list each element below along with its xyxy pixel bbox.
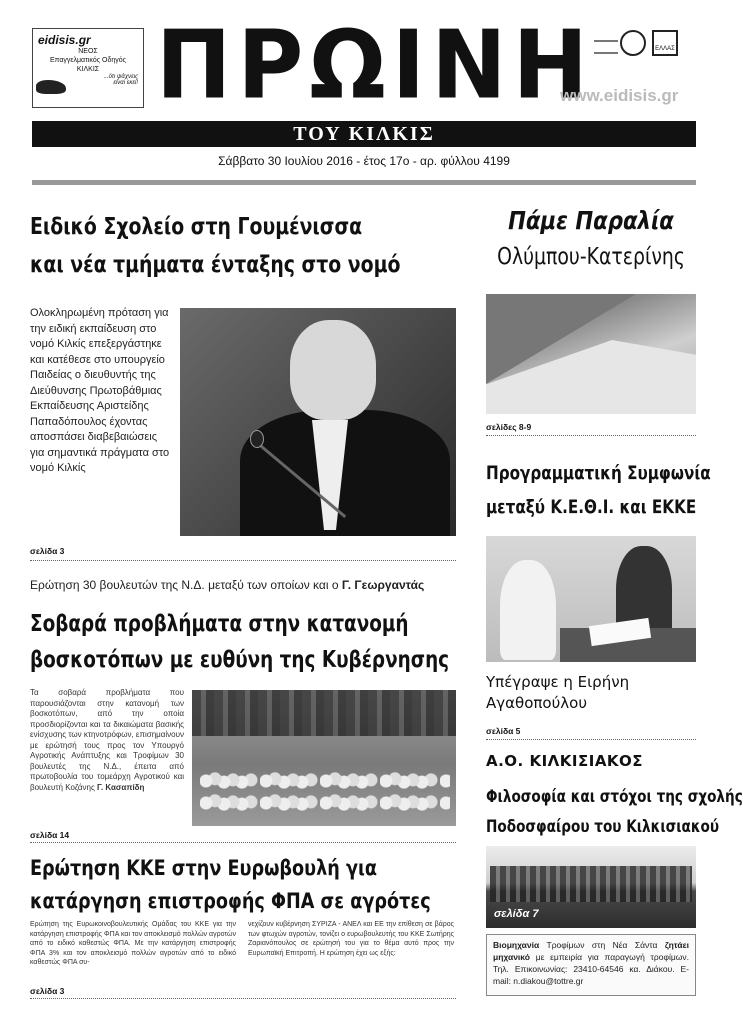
pastures-body-text: Τα σοβαρά προβλήματα που παρουσιάζονται στην κατανομή των βοσκοτόπων, από την οποία προσδιορίζονται και τα δικαιώματα βασικής ενίσχυσης των κτηνοτρόφων, επισημαίνουν με ερώτησή τους προς τον Υπουργό Αγροτικής Ανάπτυξης και Τροφίμων 30 βουλευτές της Ν.Δ., έπειτα από πρωτοβουλία του τομεάρχη Αγροτικού και βουλευτή Κοζάνης	[30, 688, 184, 792]
kicker-text: Ερώτηση 30 βουλευτών της Ν.Δ. μεταξύ των οποίων και ο	[30, 578, 339, 592]
kke-page-ref[interactable]: σελίδα 3	[30, 986, 65, 996]
agreement-page-ref[interactable]: σελίδα 5	[486, 726, 521, 736]
kilkisiakos-kicker: Α.Ο. ΚΙΛΚΙΣΙΑΚΟΣ	[486, 752, 644, 770]
ad-slogan: είναι εκεί!	[113, 80, 138, 86]
beach-subtitle: Ολύμπου-Κατερίνης	[497, 244, 685, 270]
divider	[486, 739, 696, 740]
agreement-headline[interactable]	[486, 456, 711, 524]
lead-headline-line: Ειδικό Σχολείο στη Γουμένισσα	[30, 214, 363, 240]
pastures-headline-line: Σοβαρά προβλήματα στην κατανομή	[30, 611, 409, 637]
classified-text: με εμπειρία για παραγωγή τροφίμων. Τηλ. Επικοινωνίας: 23410-64546 κα. Διάκου. E-mail: n.diakou@tottre.gr	[493, 952, 689, 986]
ad-line: ΚΙΛΚΙΣ	[76, 66, 100, 73]
newspaper-title: ΠΡΩΙΝΗ	[156, 10, 594, 121]
pastures-body	[30, 688, 184, 793]
sheep-flock	[200, 770, 450, 814]
kke-body-col2: νεχίζουν κυβέρνηση ΣΥΡΙΖΑ - ΑΝΕΛ και ΕΕ την επίθεση σε βάρος των φτωχών αγροτών, τονίζει ο ευρωβουλευτής του ΚΚΕ Σωτήρης Ζαριανόπουλος σε ερώτησή του για το θέμα αυτό προς την Ευρωπαϊκή Επιτροπή. Η ερώτηση έχει ως εξής:	[248, 921, 454, 957]
classified-text: Τροφίμων στη Νέα Σάντα	[546, 940, 658, 950]
microphone-icon	[250, 430, 264, 448]
pastures-headline-line: βοσκοτόπων με ευθύνη της Κυβέρνησης	[30, 647, 450, 673]
kke-body-col1: Ερώτηση της Ευρωκοινοβουλευτικής Ομάδας του ΚΚΕ για την κατάργηση επιστροφής ΦΠΑ και τον αποκλεισμό πολλών αγροτών από το ειδικό καθεστώς ΦΠΑ. Με την κατάργηση επιστροφής ΦΠΑ 3% και τον αποκλεισμό πολλών αγροτών από το ειδικό καθεστώς ΦΠΑ συ-	[30, 921, 236, 966]
stamp-label: ΕΛΛΑΣ	[655, 46, 675, 52]
stamp-icon	[652, 30, 678, 56]
kilkisiakos-headline[interactable]	[486, 782, 743, 842]
lead-body: Ολοκληρωμένη πρόταση για την ειδική εκπαίδευση στο νομό Κιλκίς επεξεργάστηκε και κατέθεσε στο υπουργείο Παιδείας ο διευθυντής της Διεύθυνσης Πρωτοβάθμιας Εκπαίδευσης Αριστείδης Παπαδόπουλος έχοντας αποσπάσει διαβεβαιώσεις για σημαντικά πράγματα στο νομό Κιλκίς	[30, 307, 170, 474]
lead-page-ref[interactable]: σελίδα 3	[30, 546, 65, 556]
shoe-icon	[36, 80, 66, 94]
classified-ad	[486, 934, 696, 996]
post-seal-icon	[620, 30, 646, 56]
divider	[486, 435, 696, 436]
eidisis-ad	[32, 28, 144, 108]
kilkisiakos-headline-line: Φιλοσοφία και στόχοι της σχολής	[486, 787, 743, 807]
website-url[interactable]: www.eidisis.gr	[560, 86, 679, 105]
agreement-headline-line: μεταξύ Κ.Ε.Θ.Ι. και ΕΚΚΕ	[486, 496, 697, 518]
ad-line: Επαγγελματικός Οδηγός	[49, 57, 127, 64]
speaker-head	[290, 320, 376, 420]
newspaper-subtitle: ΤΟΥ ΚΙΛΚΙΣ	[32, 121, 696, 147]
postmark-icon	[594, 40, 618, 54]
pastures-body-name: Γ. Κασαπίδη	[97, 782, 145, 792]
ad-line: ΝΕΟΣ	[78, 48, 98, 55]
lead-headline[interactable]	[30, 208, 400, 284]
pastures-page-ref[interactable]: σελίδα 14	[30, 830, 70, 840]
kilkisiakos-headline-line: Ποδοσφαίρου του Κιλκισιακού	[486, 817, 720, 837]
pastures-headline[interactable]	[30, 606, 449, 678]
classified-keyword: ζητάει μηχανικό	[493, 940, 689, 962]
masthead-divider	[32, 180, 696, 185]
lead-headline-line: και νέα τμήματα ένταξης στο νομό	[30, 252, 401, 278]
divider	[30, 842, 456, 843]
beach-page-ref[interactable]: σελίδες 8-9	[486, 422, 532, 432]
person-left	[500, 560, 556, 660]
ad-logo: eidisis.gr	[38, 33, 91, 47]
classified-keyword: Βιομηχανία	[493, 940, 540, 950]
kke-headline-line: Ερώτηση ΚΚΕ στην Ευρωβουλή για	[30, 856, 377, 880]
team-page-ref[interactable]: σελίδα 7	[494, 908, 539, 920]
divider	[30, 560, 456, 561]
kke-headline[interactable]	[30, 852, 431, 918]
team-players	[490, 866, 692, 902]
divider	[30, 998, 456, 999]
signing-caption: Υπέγραψε η Ειρήνη Αγαθοπούλου	[486, 673, 630, 712]
tree-line	[192, 690, 456, 736]
ad-slogan: ...ότι ψάχνεις	[103, 74, 138, 80]
agreement-headline-line: Προγραμματική Συμφωνία	[486, 462, 711, 484]
kicker-name: Γ. Γεωργαντάς	[341, 578, 425, 592]
pastures-kicker	[30, 578, 424, 592]
beach-title[interactable]: Πάμε Παραλία	[508, 206, 674, 235]
issue-date: Σάββατο 30 Ιουλίου 2016 - έτος 17ο - αρ. φύλλου 4199	[218, 154, 510, 168]
kke-headline-line: κατάργηση επιστροφής ΦΠΑ σε αγρότες	[30, 889, 431, 913]
